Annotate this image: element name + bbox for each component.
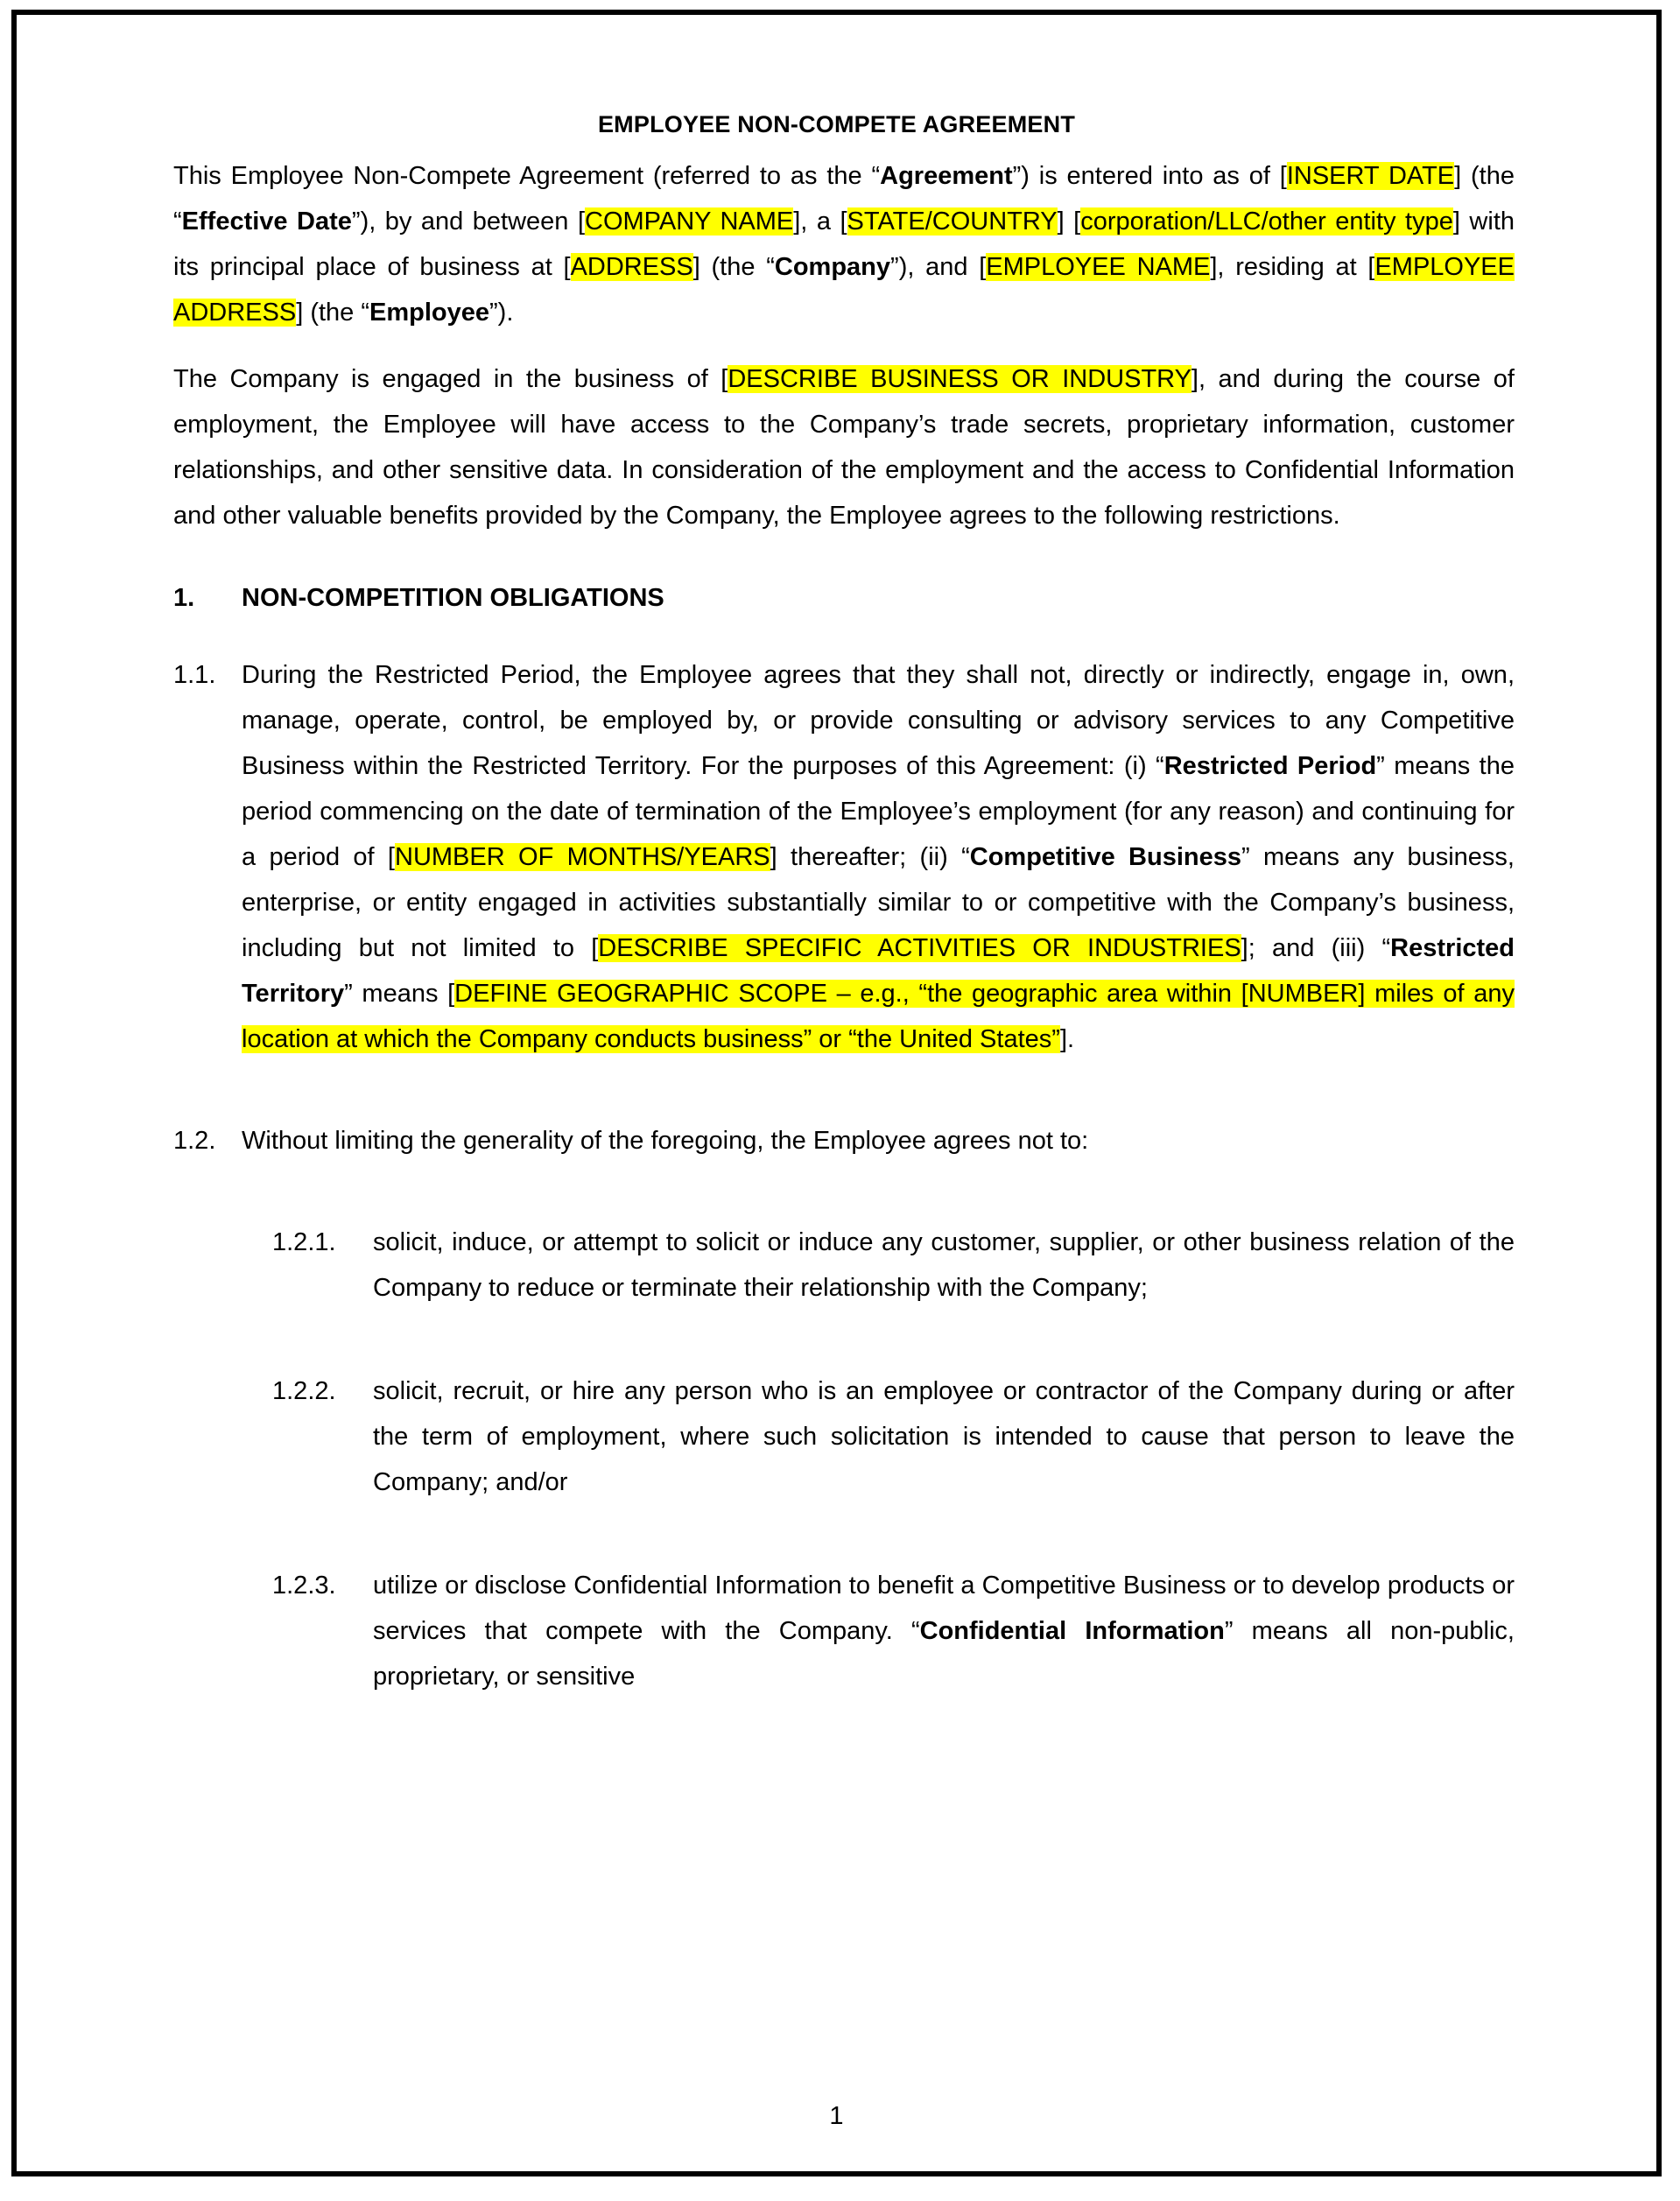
clause-1-1-text-1: During the Restricted Period, the Employee agrees that they shall not, directly or indirectly, engage in, own, manage, operate, control, be employed by, or provide consulting or advisory services to any Competitive Business within the Restricted Territory. For the purposes of this Agreement: (i) “ — [242, 661, 1515, 780]
placeholder-employee-address: EMPLOYEE ADDRESS — [173, 253, 1515, 327]
section-1-number: 1. — [173, 584, 195, 612]
term-restricted-territory: Restricted Territory — [242, 934, 1515, 1008]
subclause-1-2-3-number: 1.2.3. — [272, 1572, 336, 1600]
preamble-p1-text-5: ], a [ — [793, 207, 847, 236]
term-agreement: Agreement — [880, 162, 1013, 190]
spacer — [173, 1095, 1515, 1118]
preamble-p1-text-1: This Employee Non-Compete Agreement (referred to as the “ — [173, 162, 881, 190]
clause-1-2-number: 1.2. — [173, 1127, 216, 1155]
preamble-p1-text-9: ”), and [ — [890, 253, 987, 281]
preamble-p1-text-4: ”), by and between [ — [351, 207, 585, 236]
spacer — [173, 1346, 1515, 1368]
spacer — [173, 1540, 1515, 1563]
preamble-p1-text-12: ”). — [489, 299, 514, 327]
clause-1-1-text-7: ]. — [1059, 1025, 1075, 1053]
placeholder-describe-business: DESCRIBE BUSINESS OR INDUSTRY — [728, 365, 1191, 393]
preamble-p1-text-2: ”) is entered into as of [ — [1012, 162, 1287, 190]
placeholder-entity-type: corporation/LLC/other entity type — [1080, 207, 1453, 236]
placeholder-number-of-months-years: NUMBER OF MONTHS/YEARS — [395, 843, 770, 871]
preamble-paragraph-1 — [173, 153, 1515, 335]
preamble-p2-text-1: The Company is engaged in the business of [ — [173, 365, 728, 393]
clause-1-1-text — [242, 652, 1515, 1062]
preamble-paragraph-2 — [173, 356, 1515, 538]
clause-1-1-text-5: ]; and (iii) “ — [1241, 934, 1391, 962]
term-employee: Employee — [369, 299, 490, 327]
placeholder-address: ADDRESS — [570, 253, 693, 281]
section-1-title: NON-COMPETITION OBLIGATIONS — [242, 584, 664, 612]
clause-1-1 — [173, 652, 1515, 1062]
preamble-p1-text-11: ] (the “ — [296, 299, 370, 327]
term-restricted-period: Restricted Period — [1163, 752, 1377, 780]
clause-1-2-text: Without limiting the generality of the foregoing, the Employee agrees not to: — [242, 1127, 1089, 1155]
subclause-1-2-3-text-1: utilize or disclose Confidential Information to benefit a Competitive Business or to develop products or services that compete with the Company. “ — [373, 1572, 1515, 1645]
preamble-p1-text-3: ] (the “ — [173, 162, 1515, 236]
term-company: Company — [774, 253, 891, 281]
document-title: EMPLOYEE NON-COMPETE AGREEMENT — [597, 111, 1076, 137]
term-competitive-business: Competitive Business — [969, 843, 1241, 871]
spacer — [173, 1197, 1515, 1220]
subclause-1-2-1-text: solicit, induce, or attempt to solicit or induce any customer, supplier, or other business relation of the Company to reduce or terminate their relationship with the Company; — [373, 1228, 1515, 1302]
page-number: 1 — [829, 2102, 844, 2130]
placeholder-state-country: STATE/COUNTRY — [847, 207, 1058, 236]
preamble-p1-text-10: ], residing at [ — [1210, 253, 1375, 281]
preamble-p1-text-7: ] with its principal place of business at [ — [173, 207, 1515, 281]
page-border-frame — [11, 10, 1662, 2176]
subclause-1-2-2-number: 1.2.2. — [272, 1377, 336, 1405]
placeholder-geographic-scope: DEFINE GEOGRAPHIC SCOPE – e.g., “the geographic area within [NUMBER] miles of any location at which the Company conducts business” or “the United States” — [242, 980, 1515, 1053]
document-page — [17, 15, 1656, 2171]
clause-1-1-text-4: ” means any business, enterprise, or entity engaged in activities substantially similar to or competitive with the Company’s business, including but not limited to [ — [242, 843, 1515, 962]
placeholder-insert-date: INSERT DATE — [1286, 162, 1455, 190]
section-heading-1 — [173, 579, 1515, 617]
subclause-1-2-3 — [173, 1563, 1515, 1699]
placeholder-employee-name: EMPLOYEE NAME — [986, 253, 1211, 281]
placeholder-company-name: COMPANY NAME — [585, 207, 794, 236]
subclause-1-2-2 — [173, 1368, 1515, 1505]
subclause-1-2-1 — [173, 1220, 1515, 1311]
subclause-1-2-3-text-2: ” means all non-public, proprietary, or sensitive — [373, 1617, 1515, 1691]
term-effective-date: Effective Date — [181, 207, 352, 236]
subclause-1-2-3-text — [373, 1563, 1515, 1699]
clause-1-1-number: 1.1. — [173, 661, 216, 689]
preamble-p1-text-8: ] (the “ — [692, 253, 775, 281]
clause-1-1-text-6: ” means [ — [344, 980, 455, 1008]
placeholder-specific-activities: DESCRIBE SPECIFIC ACTIVITIES OR INDUSTRIES — [598, 934, 1241, 962]
clause-1-2 — [173, 1118, 1515, 1164]
document-body — [173, 153, 1515, 1734]
clause-1-1-text-3: ] thereafter; (ii) “ — [770, 843, 970, 871]
term-confidential-information: Confidential Information — [919, 1617, 1225, 1645]
preamble-p1-text-6: ] [ — [1057, 207, 1081, 236]
preamble-p2-text-2: ], and during the course of employment, the Employee will have access to the Company’s trade secrets, proprietary information, customer relationships, and other sensitive data. In consideration of the employment and the access to Confidential Information and other valuable benefits provided by the Company, the Employee agrees to the following restrictions. — [173, 365, 1515, 530]
clause-1-1-text-2: ” means the period commencing on the date of termination of the Employee’s employment (for any reason) and continuing for a period of [ — [242, 752, 1515, 871]
subclause-1-2-2-text: solicit, recruit, or hire any person who is an employee or contractor of the Company during or after the term of employment, where such solicitation is intended to cause that person to leave the Company; and/or — [373, 1377, 1515, 1496]
subclause-1-2-1-number: 1.2.1. — [272, 1228, 336, 1256]
